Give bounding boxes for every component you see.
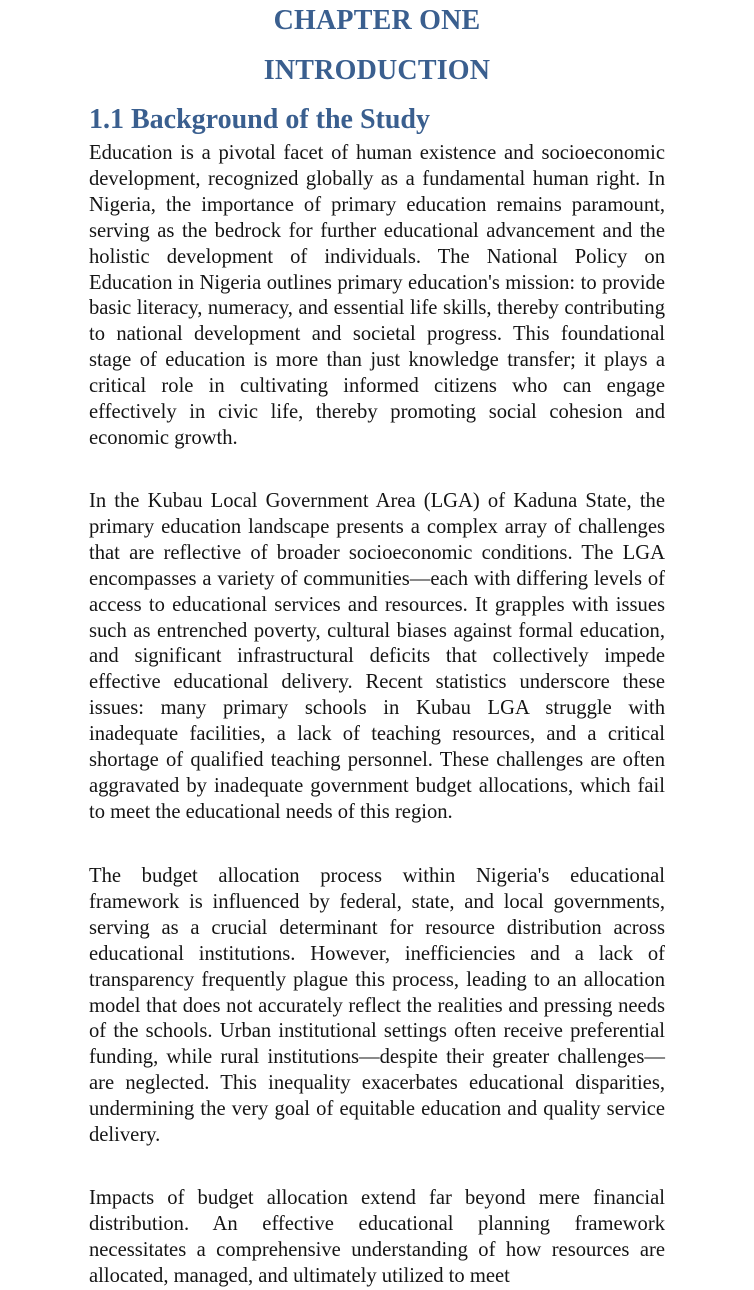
paragraph-3: The budget allocation process within Nigeria's educational framework is influenced by federal, state, and local governments, serving as a crucial determinant for resource distribution across educational institutions. However, inefficiencies and a lack of transparency frequently plague this process, leading to an allocation model that does not accurately reflect the realities and pressing needs of the schools. Urban institutional settings often receive preferential funding, while rural institutions—despite their greater challenges—are neglected. This inequality exacerbates educational disparities, undermining the very goal of equitable education and quality service delivery. [89,865,665,1147]
chapter-number: CHAPTER ONE [273,5,481,36]
paragraph-2: In the Kubau Local Government Area (LGA) of Kaduna State, the primary education landscape presents a complex array of challenges that are reflective of broader socioeconomic conditions. The LGA encompasses a variety of communities—each with differing levels of access to educational services and resources. It grapples with issues such as entrenched poverty, cultural biases against formal education, and significant infrastructural deficits that collectively impede effective educational delivery. Recent statistics underscore these issues: many primary schools in Kubau LGA struggle with inadequate facilities, a lack of teaching resources, and a critical shortage of qualified teaching personnel. These challenges are often aggravated by inadequate government budget allocations, which fail to meet the educational needs of this region. [89,490,665,823]
paragraph-1: Education is a pivotal facet of human existence and socioeconomic development, recognized globally as a fundamental human right. In Nigeria, the importance of primary education remains paramount, serving as the bedrock for further educational advancement and the holistic development of individuals. The National Policy on Education in Nigeria outlines primary education's mission: to provide basic literacy, numeracy, and essential life skills, thereby contributing to national development and societal progress. This foundational stage of education is more than just knowledge transfer; it plays a critical role in cultivating informed citizens who can engage effectively in civic life, thereby promoting social cohesion and economic growth. [89,142,665,449]
chapter-title: INTRODUCTION [263,55,491,86]
section-heading: 1.1 Background of the Study [89,104,431,135]
paragraph-4: Impacts of budget allocation extend far beyond mere financial distribution. An effective educational planning framework necessitates a comprehensive understanding of how resources are allocated, managed, and ultimately utilized to meet [89,1187,665,1287]
